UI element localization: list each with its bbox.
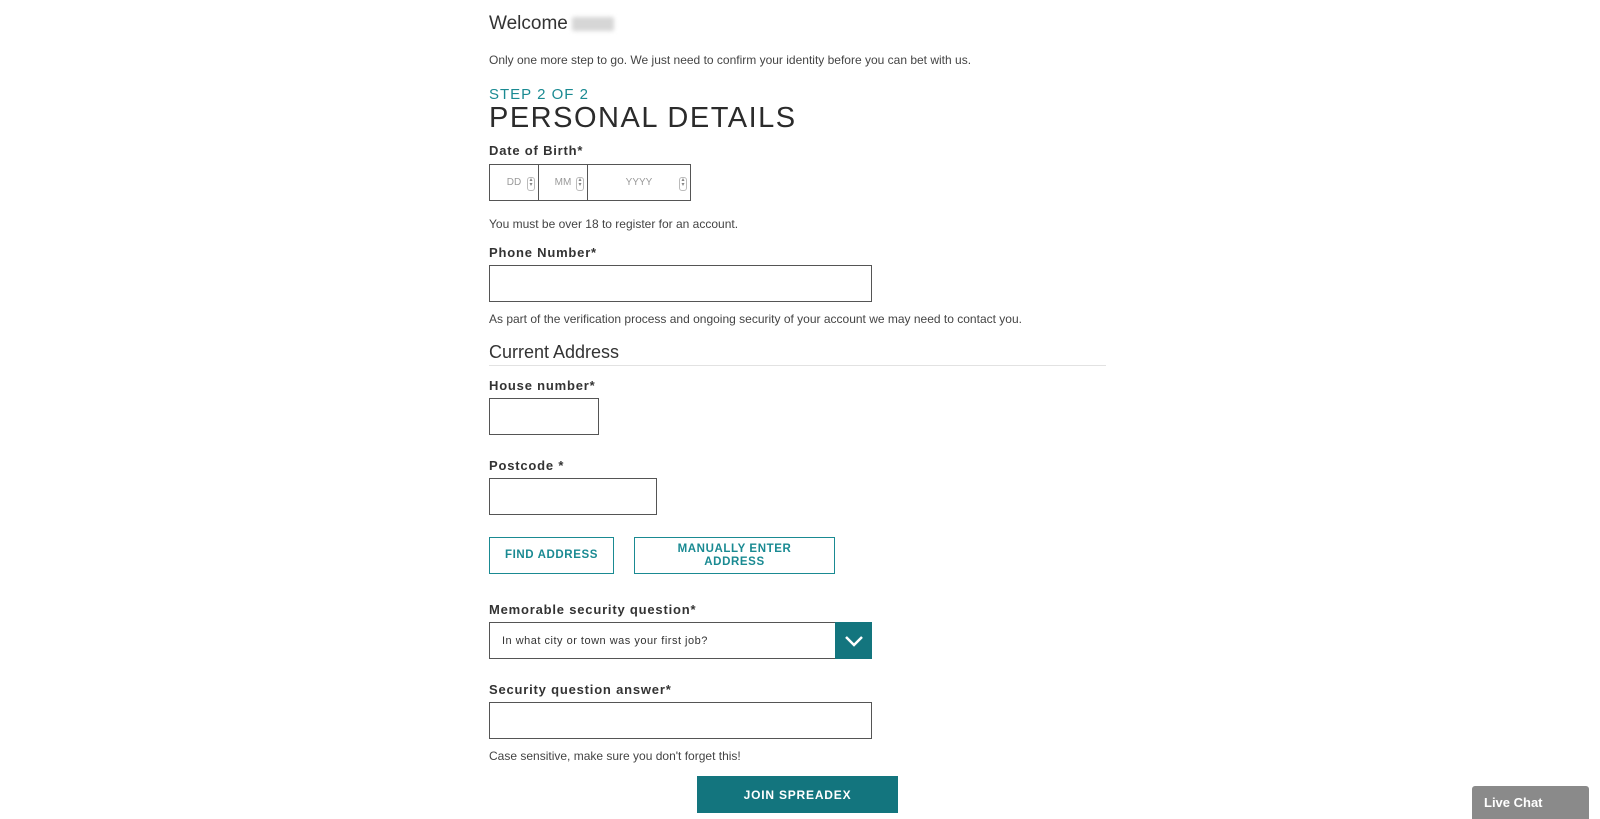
phone-input[interactable] bbox=[490, 266, 871, 301]
security-question-value: In what city or town was your first job? bbox=[502, 634, 708, 647]
welcome-text: Welcome bbox=[489, 13, 568, 34]
dob-year-input[interactable] bbox=[588, 165, 690, 200]
blurred-username bbox=[572, 17, 614, 31]
month-spinner-icon[interactable]: ▴ ▾ bbox=[576, 177, 584, 191]
house-number-input[interactable] bbox=[490, 399, 598, 434]
manually-enter-address-button[interactable]: MANUALLY ENTER ADDRESS bbox=[634, 537, 835, 574]
security-answer-label: Security question answer* bbox=[489, 682, 672, 697]
postcode-field[interactable] bbox=[489, 478, 657, 515]
page-title: PERSONAL DETAILS bbox=[489, 102, 797, 134]
dob-day-placeholder: DD bbox=[506, 177, 522, 188]
current-address-heading: Current Address bbox=[489, 342, 1106, 366]
phone-label: Phone Number* bbox=[489, 245, 597, 260]
join-spreadex-button[interactable]: JOIN SPREADEX bbox=[697, 776, 898, 813]
welcome-heading bbox=[489, 13, 614, 35]
security-question-select[interactable] bbox=[489, 622, 872, 659]
step-indicator: STEP 2 OF 2 bbox=[489, 86, 589, 103]
year-spinner-icon[interactable]: ▴ ▾ bbox=[679, 177, 687, 191]
security-answer-help-text: Case sensitive, make sure you don't forget this! bbox=[489, 749, 741, 763]
security-question-label: Memorable security question* bbox=[489, 602, 697, 617]
dob-help-text: You must be over 18 to register for an account. bbox=[489, 217, 739, 231]
live-chat-button[interactable]: Live Chat bbox=[1472, 786, 1589, 819]
dob-month-input[interactable] bbox=[539, 165, 588, 200]
dob-day-input[interactable] bbox=[490, 165, 539, 200]
dob-year-placeholder: YYYY bbox=[625, 177, 653, 188]
postcode-label: Postcode * bbox=[489, 458, 565, 473]
dob-month-placeholder: MM bbox=[554, 177, 572, 188]
intro-text: Only one more step to go. We just need to confirm your identity before you can bet with us. bbox=[489, 53, 972, 67]
dob-fields bbox=[489, 164, 691, 201]
day-spinner-icon[interactable]: ▴ ▾ bbox=[527, 177, 535, 191]
house-number-field[interactable] bbox=[489, 398, 599, 435]
phone-help-text: As part of the verification process and ongoing security of your account we may need to contact you. bbox=[489, 312, 1022, 326]
house-number-label: House number* bbox=[489, 378, 596, 393]
security-answer-input[interactable] bbox=[490, 703, 871, 738]
chevron-down-icon[interactable] bbox=[835, 622, 872, 659]
find-address-button[interactable]: FIND ADDRESS bbox=[489, 537, 614, 574]
dob-label: Date of Birth* bbox=[489, 143, 584, 158]
security-answer-field[interactable] bbox=[489, 702, 872, 739]
postcode-input[interactable] bbox=[490, 479, 656, 514]
phone-field[interactable] bbox=[489, 265, 872, 302]
